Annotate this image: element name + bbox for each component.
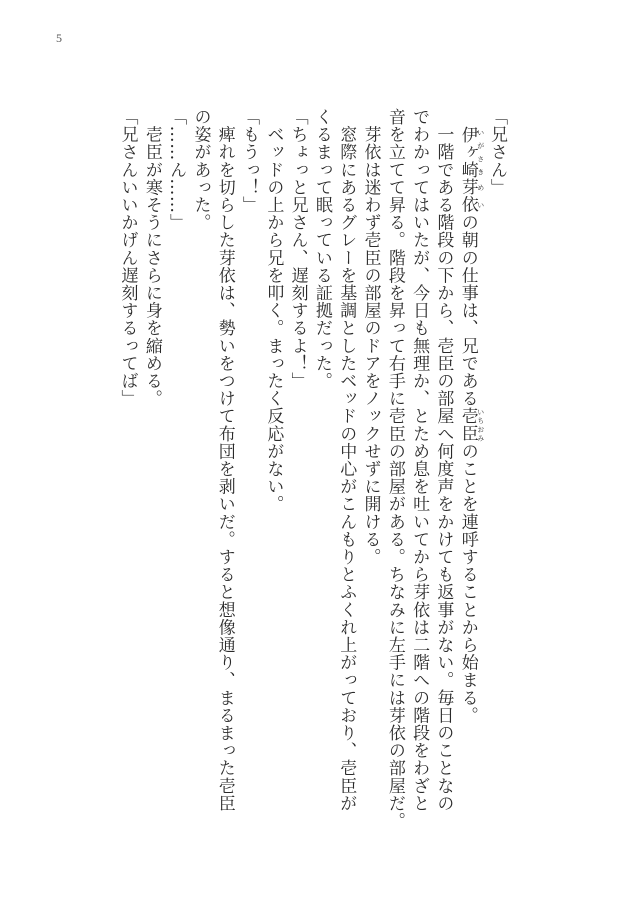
ruby-igasaki-base: 伊ヶ崎 [457,125,478,179]
text-line-9: 「ちょっと兄さん、遅刻するよ！」 [287,108,308,390]
ruby-mei-reading: めい [476,178,485,214]
ruby-mei-base: 芽依 [457,178,478,214]
text-line-10: ベッドの上から兄を叩く。まったく反応がない。 [263,108,284,513]
text-line-8: くるまって眠っている証拠だった。 [311,108,332,390]
text-line-16: 「兄さんいいかげん遅刻するってば」 [117,108,138,408]
text-line-7: 窓際にあるグレーを基調としたベッドの中心がこんもりとふくれ上がっており、壱臣が [336,108,357,812]
page-number: 5 [56,31,62,45]
text-line-12: 痺れを切らした芽依は、勢いをつけて布団を剥いだ。すると想像通り、まるまった壱臣 [214,108,235,812]
text-line-5: 音を立てて昇る。階段を昇って右手に壱臣の部屋がある。ちなみに左手には芽依の部屋だ。 [384,108,405,830]
text-line-6: 芽依は迷わず壱臣の部屋のドアをノックせずに開ける。 [360,108,381,566]
text-line-3: 一階である階段の下から、壱臣の部屋へ何度声をかけても返事がない。毎日のことなの [433,108,454,812]
text-line-11: 「もうっ！」 [239,108,260,214]
ruby-mei [457,178,485,214]
text-line-1: 「兄さん」 [487,108,507,196]
text-line-15: 壱臣が寒そうにさらに身を縮める。 [141,108,162,408]
text-line-14: 「……ん……」 [166,108,187,232]
ruby-igasaki [457,125,485,179]
ruby-ichiomi-base: 壱臣 [457,407,478,443]
text-line-2: 伊ヶ崎 いがさき芽依 めいの朝の仕事は、兄である壱臣 いちおみのことを連呼することから始まる。 [457,125,485,725]
text-line-13: の姿があった。 [190,108,211,232]
novel-text-body [115,108,509,833]
ruby-igasaki-reading: いがさき [476,125,485,179]
ruby-ichiomi-reading: いちおみ [476,407,485,443]
text-line-4: でわかってはいたが、今日も無理か、とため息を吐いてから芽依は二階への階段をわざと [409,108,430,812]
ruby-ichiomi [457,407,485,443]
